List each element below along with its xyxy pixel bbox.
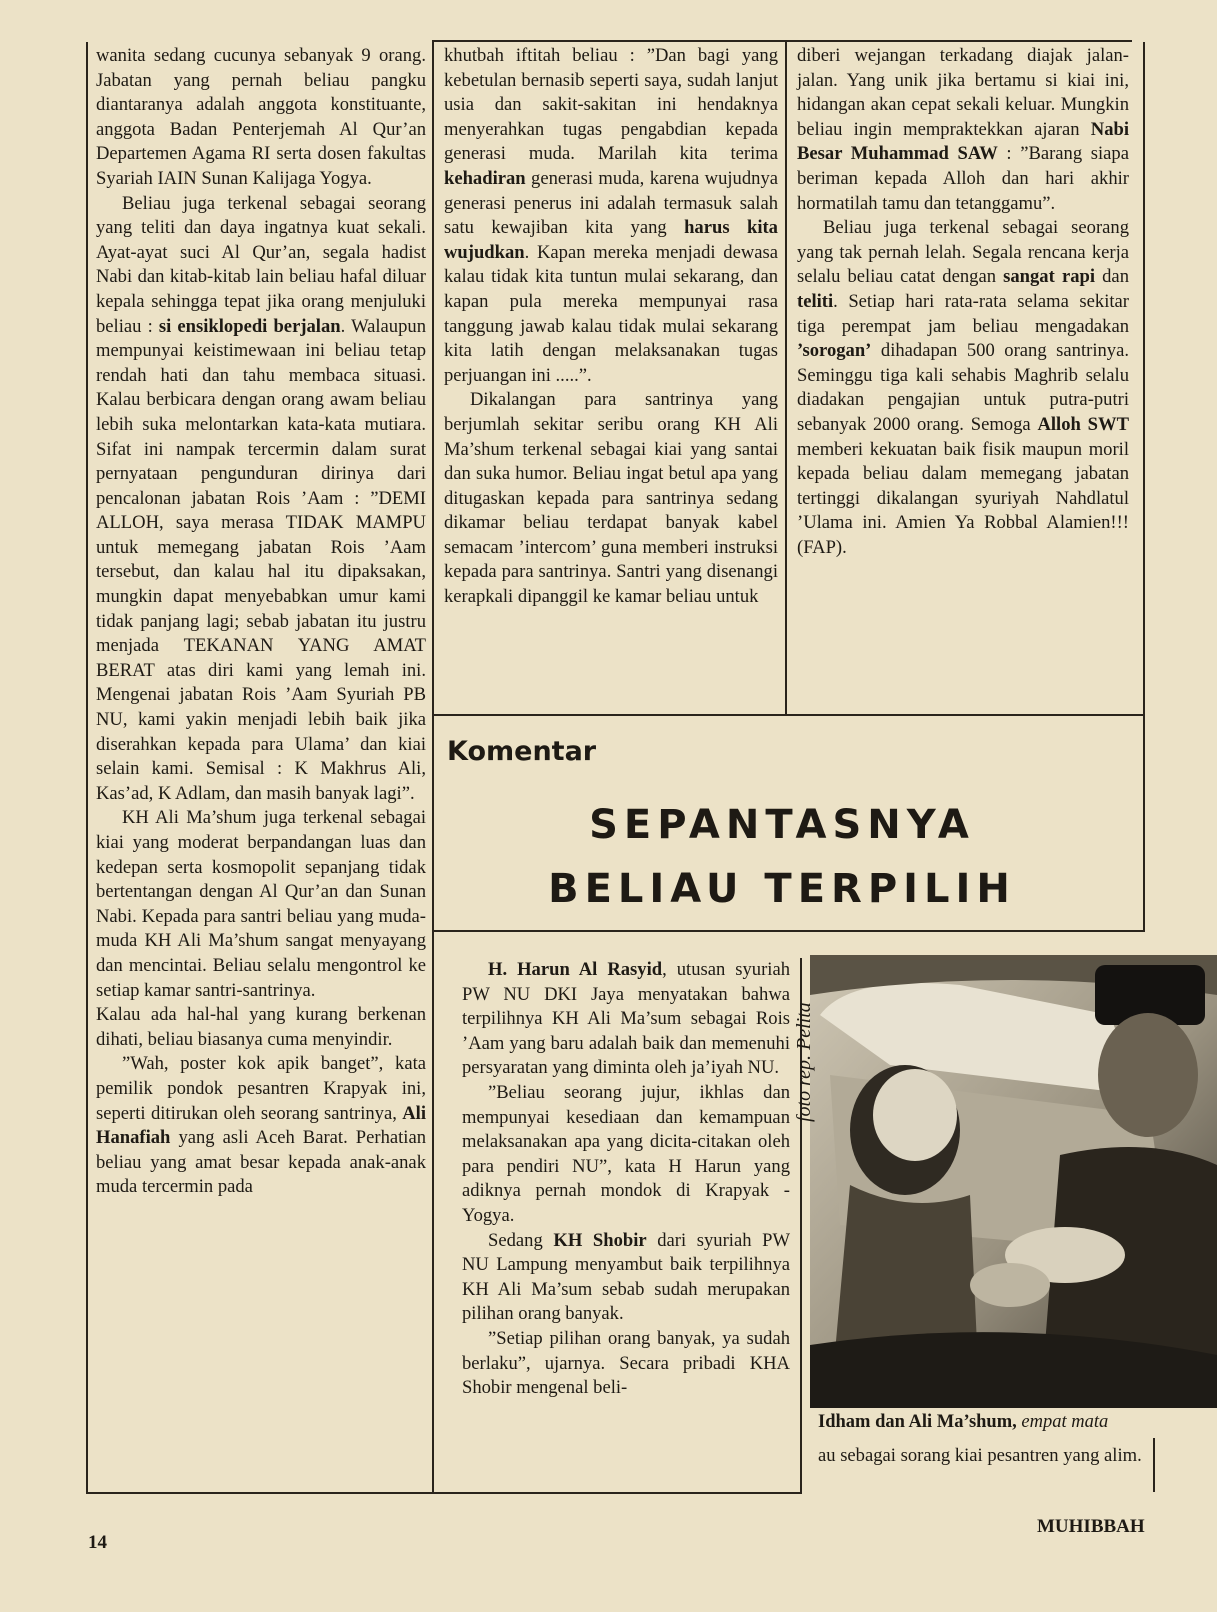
paragraph: Beliau juga terkenal sebagai seorang yang teliti dan daya ingatnya kuat sekali. Ayat-ayat suci Al Qur’an, segala hadist Nabi dan kitab-kitab lain beliau hafal diluar kepala sehingga tepat jika orang menjuluki beliau : si ensiklopedi berjalan. Walaupun mempunyai keistimewaan ini beliau tetap rendah hati dan tahu membaca situasi. Kalau berbicara dengan orang awam beliau lebih suka melontarkan kata-kata mutiara. Sifat ini nampak tercermin dalam surat pernyataan pengunduran dirinya dari pencalonan jabatan Rois ’Aam : ”DEMI ALLOH, saya merasa TIDAK MAMPU untuk memegang jabatan Rois ’Aam tersebut, dan kalau hal itu dipaksakan, mungkin dapat menyebabkan umur kami tidak panjang lagi; sebab jabatan itu justru menjada TEKANAN YANG AMAT BERAT atas diri kami yang lemah ini. Mengenai jabatan Rois ’Aam Syuriah PB NU, kami yakin menjadi lebih baik jika diserahkan kepada para Ulama’ dan kiai selain kami. Semisal : K Makhrus Ali, Kas’ad, K Adlam, dan masih banyak lagi”. [96,192,426,804]
emphasis: ’sorogan’ [797,340,872,362]
magazine-name: MUHIBBAH [1037,1516,1145,1537]
article-column-3 [797,44,1129,560]
paragraph: Dikalangan para santrinya yang berjumlah sekitar seribu orang KH Ali Ma’shum terkenal sebagai kiai yang santai dan suka humor. Beliau ingat betul apa yang ditugaskan kepada para santrinya sedang dikamar beliau terdapat banyak kabel semacam ’intercom’ guna memberi instruksi kepada para santrinya. Santri yang disenangi kerapkali dipanggil ke kamar beliau untuk [444,389,778,608]
paragraph: H. Harun Al Rasyid, utusan syuriah PW NU DKI Jaya menyatakan bahwa terpilihnya KH Ali Ma’sum sebagai Rois ’Aam yang baru adalah baik dan memenuhi persyaratan yang diminta oleh ja’iyah NU. [462,959,790,1079]
col1-col2-rule [432,42,434,1492]
article-column-2 [444,44,778,610]
emphasis: teliti [797,290,834,312]
paragraph: au sebagai sorang kiai pesantren yang alim. [818,1445,1142,1466]
emphasis: Alloh SWT [1037,413,1129,435]
komentar-column [462,958,790,1401]
emphasis: kehadiran [444,167,526,189]
emphasis: si ensiklopedi berjalan [158,315,341,337]
emphasis: KH Shobir [553,1229,647,1251]
section-label: Komentar [447,736,597,767]
paragraph: wanita sedang cucunya sebanyak 9 orang. Jabatan yang pernah beliau pangku diantaranya adalah anggota konstituante, anggota Badan Penterjemah Al Qur’an Departemen Agama RI serta dosen fakultas Syariah IAIN Sunan Kalijaga Yogya. [96,45,426,189]
photo-caption: Idham dan Ali Ma’shum, empat mata [818,1412,1109,1432]
bottom-rule [86,1492,802,1494]
komentar-continuation [818,1444,1148,1469]
photo-credit: foto rep. Pelita [793,1002,815,1122]
komentar-bottom-rule [432,930,1143,932]
emphasis: Ali Hanafiah [96,1102,426,1149]
emphasis: H. Harun Al Rasyid [488,959,663,980]
paragraph: Beliau juga terkenal sebagai seorang yang tak pernah lelah. Segala rencana kerja selalu beliau catat dengan sangat rapi dan teliti. Setiap hari rata-rata selama sekitar tiga perempat jam beliau mengadakan ’sorogan’ dihadapan 500 orang santrinya. Seminggu tiga kali sehabis Maghrib selalu diadakan pengajian untuk putra-putri sebanyak 2000 orang. Semoga Alloh SWT memberi kekuatan baik fisik maupun moril kepada beliau dalam memegang jabatan tertinggi dikalangan syuriyah Nahdlatul ’Ulama ini. Amien Ya Robbal Alamien!!! (FAP). [797,217,1129,558]
col3-right-rule [1143,42,1145,932]
emphasis: sangat rapi [1003,266,1095,288]
paragraph: ”Wah, poster kok apik banget”, kata pemilik pondok pesantren Krapyak ini, seperti ditirukan oleh seorang santrinya, Ali Hanafiah yang asli Aceh Barat. Perhatian beliau yang amat besar kepada anak-anak muda tercermin pada [96,1053,426,1198]
headline-line-1: SEPANTASNYA [589,802,975,848]
paragraph: KH Ali Ma’shum juga terkenal sebagai kiai yang moderat berpandangan luas dan kedepan serta kosmopolit sepanjang tidak bertentangan dengan Al Qur’an dan Sunan Nabi. Kepada para santri beliau yang muda-muda KH Ali Ma’shum sangat menyayang dan mencintai. Beliau selalu mengontrol ke setiap kamar santri-santrinya. [96,807,426,1001]
paragraph: khutbah iftitah beliau : ”Dan bagi yang kebetulan bernasib seperti saya, sudah lanjut usia dan sakit-sakitan ini hendaknya menyerahkan tugas pengabdian kepada generasi muda. Marilah kita terima kehadiran generasi muda, karena wujudnya generasi penerus ini adalah termasuk salah satu kewajiban kita yang harus kita wujudkan. Kapan mereka menjadi dewasa kalau tidak kita tuntun mulai sekarang, dan kapan pula mereka mempunyai rasa tanggung jawab kalau tidak mulai sekarang kita latih dengan melaksanakan tugas perjuangan ini .....”. [444,45,778,386]
headline-line-2: BELIAU TERPILIH [548,866,1016,912]
komentar-top-rule [432,714,1143,716]
paragraph: ”Setiap pilihan orang banyak, ya sudah berlaku”, ujarnya. Secara pribadi KHA Shobir mengenal beli- [462,1327,790,1399]
caption-right-rule [1153,1438,1155,1492]
emphasis: Nabi Besar Muhammad SAW [797,118,1129,165]
article-column-1 [96,44,426,1200]
paragraph: ”Beliau seorang jujur, ikhlas dan mempunyai kesediaan dan kemampuan melaksanakan apa yang dicita-citakan oleh para pendiri NU”, kata H Harun yang adiknya pernah mondok di Krapyak - Yogya. [462,1081,790,1226]
col2-col3-rule [785,42,787,714]
paragraph: Sedang KH Shobir dari syuriah PW NU Lampung menyambut baik terpilihnya KH Ali Ma’sum sebab sudah merupakan pilihan orang banyak. [462,1229,790,1325]
col1-left-rule [86,42,88,1492]
news-photo [810,955,1217,1408]
paragraph: diberi wejangan terkadang diajak jalan-jalan. Yang unik jika bertamu si kiai ini, hidangan akan cepat sekali keluar. Mungkin beliau ingin mempraktekkan ajaran Nabi Besar Muhammad SAW : ”Barang siapa beriman kepada Alloh dan hari akhir hormatilah tamu dan tetanggamu”. [797,45,1129,214]
emphasis: harus kita wujudkan [444,217,778,263]
paragraph: Kalau ada hal-hal yang kurang berkenan dihati, beliau biasanya cuma menyindir. [96,1004,426,1050]
page-number: 14 [88,1532,107,1553]
top-rule [432,40,1132,42]
